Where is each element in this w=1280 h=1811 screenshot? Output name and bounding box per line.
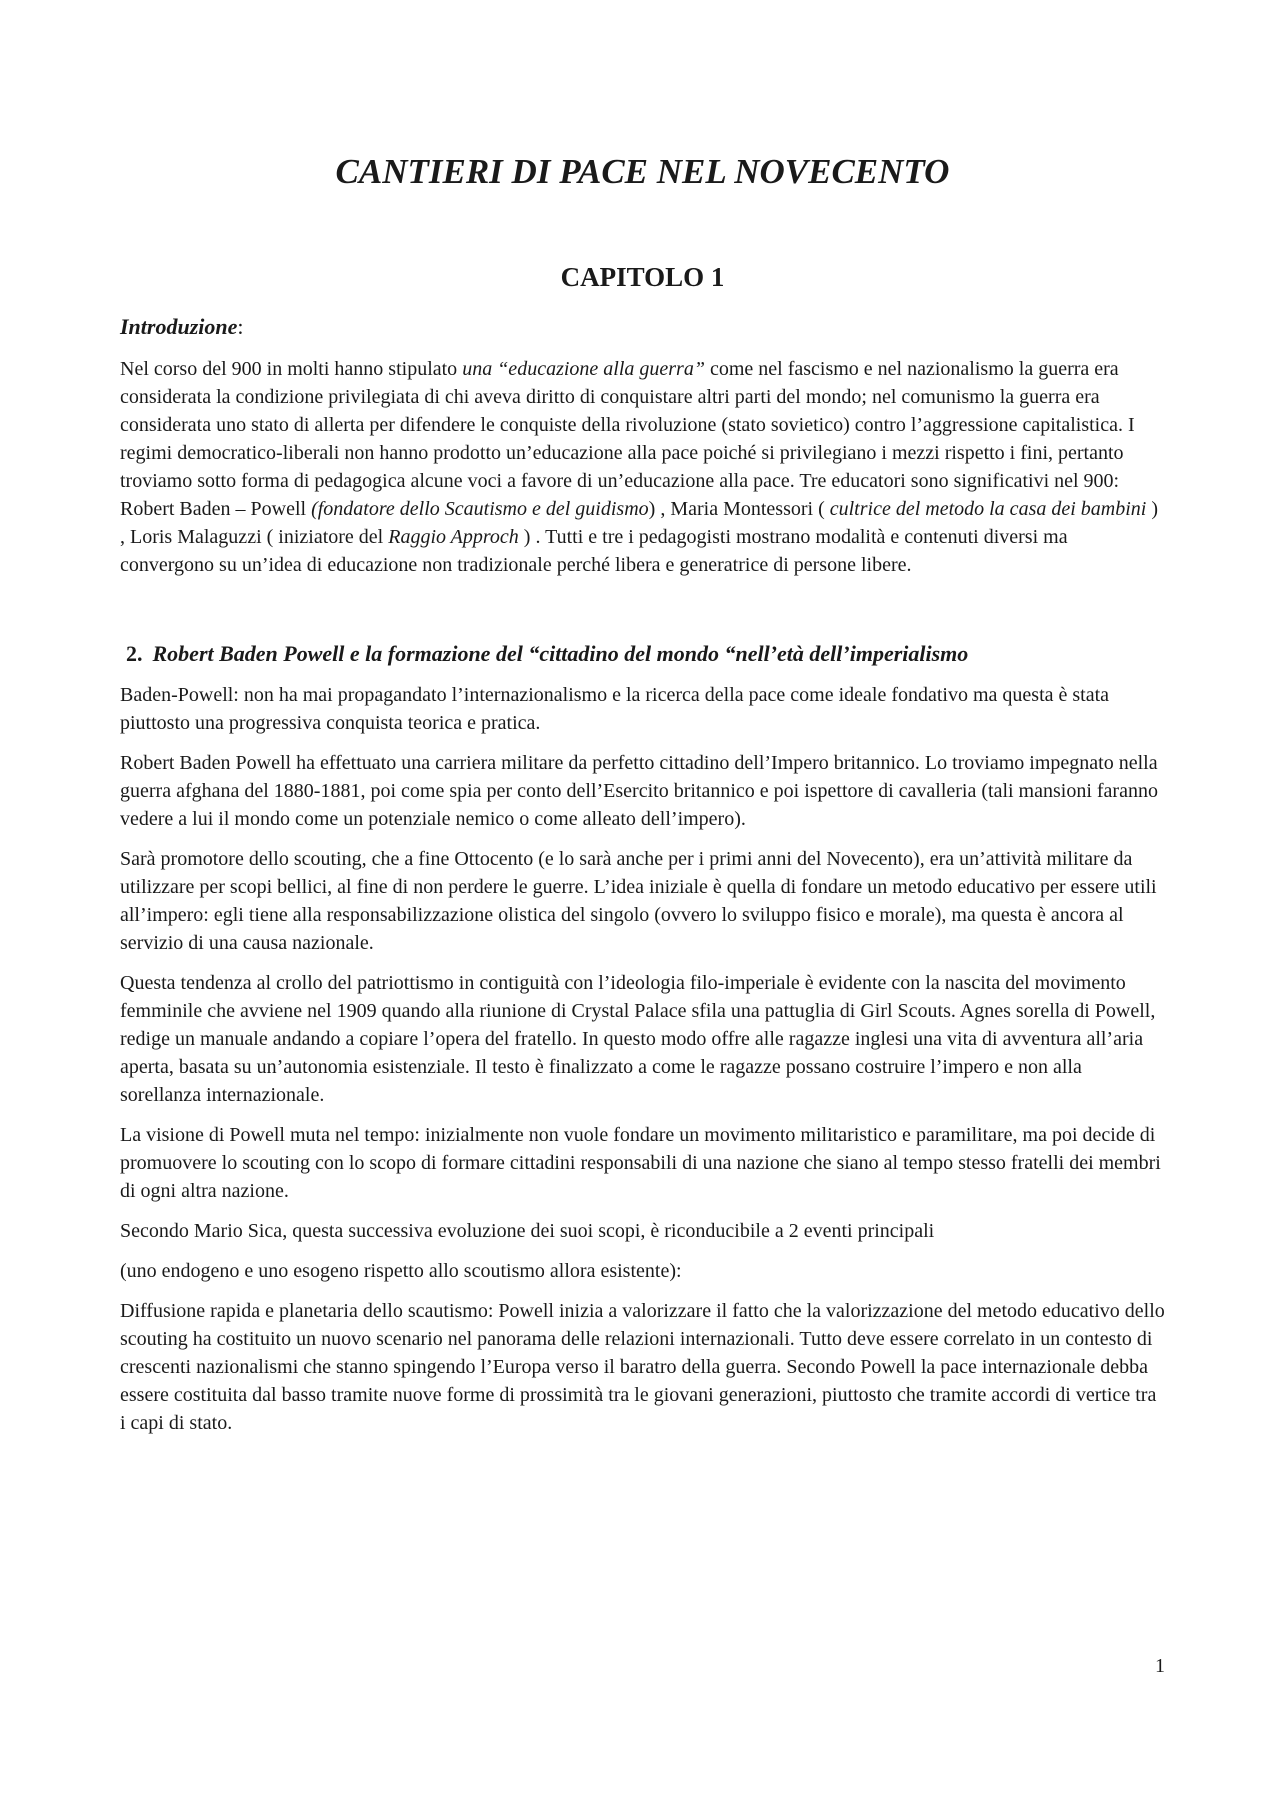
section-paragraph: Diffusione rapida e planetaria dello scautismo: Powell inizia a valorizzare il fatto che la valorizzazione del metodo educativo dello scouting ha costituito un nuovo scenario nel panorama delle relazioni internazionali. Tutto deve essere correlato in un contesto di crescenti nazionalismi che stanno spingendo l’Europa verso il baratro della guerra. Secondo Powell la pace internazionale debba essere costituita dal basso tramite nuove forme di prossimità tra le giovani generazioni, piuttosto che tramite accordi di vertice tra i capi di stato. [120, 1300, 1165, 1434]
intro-text-4: ) , Loris Malaguzzi ( iniziatore del [120, 498, 1159, 548]
intro-italic-2: (fondatore dello Scautismo e del guidismo [311, 498, 649, 520]
intro-text-3: ) , Maria Montessori ( [648, 498, 830, 520]
page-content [120, 150, 1165, 1437]
intro-italic-4: Raggio Approch [388, 526, 519, 548]
intro-label [120, 312, 1165, 342]
section-paragraph: Sarà promotore dello scouting, che a fine Ottocento (e lo sarà anche per i primi anni del Novecento), era un’attività militare da utilizzare per scopi bellici, al fine di non perdere le guerre. L’idea iniziale è quella di fondare un metodo educativo per essere utili all’impero: egli tiene alla responsabilizzazione olistica del singolo (ovvero lo sviluppo fisico e morale), ma questa è ancora al servizio di una causa nazionale. [120, 848, 1157, 954]
section-number: 2. [126, 641, 143, 666]
intro-label-colon: : [237, 314, 244, 339]
intro-text-5: ) . Tutti e tre i pedagogisti mostrano modalità e contenuti diversi ma convergono su un’idea di educazione non tradizionale perché libera e generatrice di persone libere. [120, 526, 1068, 576]
section-paragraph: Baden-Powell: non ha mai propagandato l’internazionalismo e la ricerca della pace come ideale fondativo ma questa è stata piuttosto una progressiva conquista teorica e pratica. [120, 684, 1110, 734]
chapter-heading: CAPITOLO 1 [560, 262, 725, 292]
intro-text-2: come nel fascismo e nel nazionalismo la guerra era considerata la condizione privilegiata di chi aveva diritto di conquistare altri parti del mondo; nel comunismo la guerra era considerata uno stato di allerta per difendere le conquiste della rivoluzione (stato sovietico) contro l’aggressione capitalistica. I regimi democratico-liberali non hanno prodotto un’educazione alla pace poiché si privilegiano i mezzi rispetto i fini, pertanto troviamo sotto forma di pedagogica alcune voci a favore di un’educazione alla pace. Tre educatori sono significativi nel 900: Robert Baden – Powell [120, 358, 1135, 520]
intro-label-text: Introduzione [120, 314, 238, 339]
section-paragraph: Secondo Mario Sica, questa successiva evoluzione dei suoi scopi, è riconducibile a 2 eventi principali [120, 1220, 935, 1242]
section-title: Robert Baden Powell e la formazione del “cittadino del mondo “nell’età dell’imperialismo [152, 641, 969, 666]
intro-paragraph [120, 355, 1165, 579]
section-paragraph: Robert Baden Powell ha effettuato una carriera militare da perfetto cittadino dell’Impero britannico. Lo troviamo impegnato nella guerra afghana del 1880-1881, poi come spia per conto dell’Esercito britannico e poi ispettore di cavalleria (tali mansioni faranno vedere a lui il mondo come un potenziale nemico o come alleato dell’impero). [120, 752, 1158, 830]
section-paragraph: Questa tendenza al crollo del patriottismo in contiguità con l’ideologia filo-imperiale è evidente con la nascita del movimento femminile che avviene nel 1909 quando alla riunione di Crystal Palace sfila una pattuglia di Girl Scouts. Agnes sorella di Powell, redige un manuale andando a copiare l’opera del fratello. In questo modo offre alle ragazze inglesi una vita di avventura all’aria aperta, basata su un’autonomia esistenziale. Il testo è finalizzato a come le ragazze possano costruire l’impero e non alla sorellanza internazionale. [120, 972, 1156, 1106]
page-number: 1 [1155, 1655, 1165, 1677]
section-paragraph: (uno endogeno e uno esogeno rispetto allo scoutismo allora esistente): [120, 1260, 682, 1282]
intro-text-1: Nel corso del 900 in molti hanno stipulato [120, 358, 463, 380]
document-title: CANTIERI DI PACE NEL NOVECENTO [335, 152, 950, 191]
section-2-heading [126, 639, 1165, 669]
intro-italic-3: cultrice del metodo la casa dei bambini [829, 498, 1147, 520]
section-paragraph: La visione di Powell muta nel tempo: inizialmente non vuole fondare un movimento militaristico e paramilitare, ma poi decide di promuovere lo scouting con lo scopo di formare cittadini responsabili di una nazione che siano al tempo stesso fratelli dei membri di ogni altra nazione. [120, 1124, 1161, 1202]
intro-italic-1: una “educazione alla guerra” [462, 358, 705, 380]
